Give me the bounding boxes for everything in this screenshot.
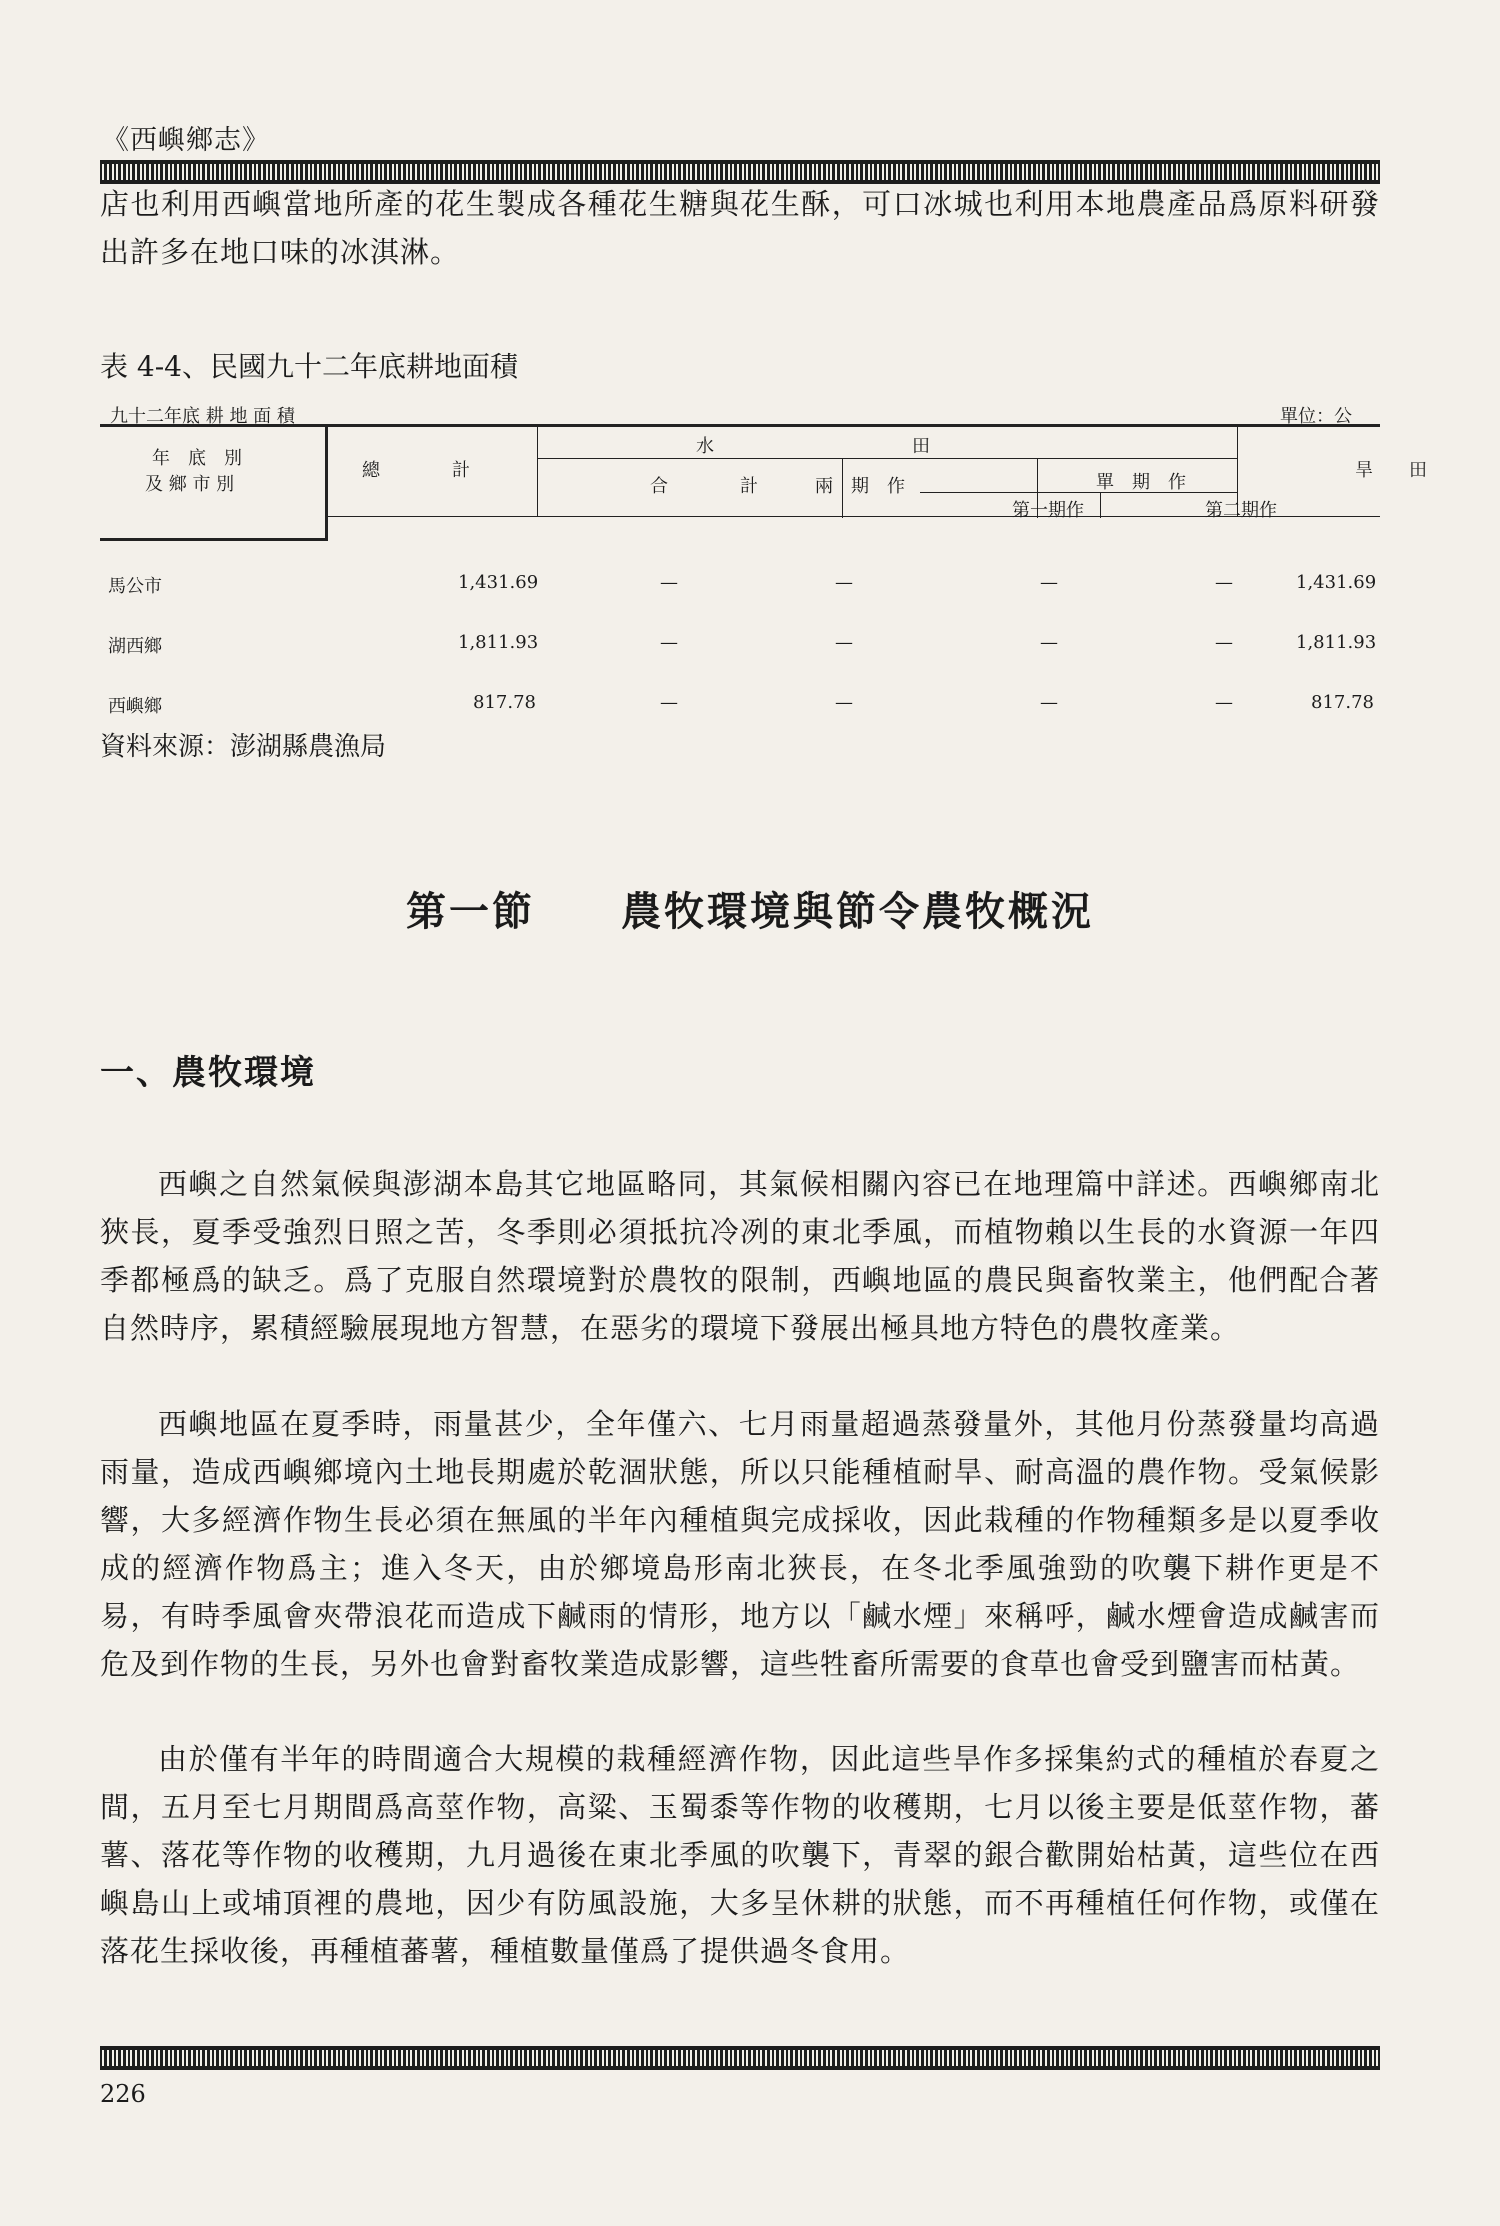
cell-dry: 1,811.93 [1296, 632, 1377, 653]
body-paragraph-2: 西嶼地區在夏季時，雨量甚少，全年僅六、七月雨量超過蒸發量外，其他月份蒸發量均高過雨量，造成西嶼鄉境內土地長期處於乾涸狀態，所以只能種植耐旱、耐高溫的農作物。受氣候影響，大多經濟作物生長必須在無風的半年內種植與完成採收，因此栽種的作物種類多是以夏季收成的經濟作物爲主；進入冬天，由於鄉境島形南北狹長，在冬北季風強勁的吹襲下耕作更是不易，有時季風會夾帶浪花而造成下鹹雨的情形，地方以「鹹水煙」來稱呼，鹹水煙會造成鹹害而危及到作物的生長，另外也會對畜牧業造成影響，這些牲畜所需要的食草也會受到鹽害而枯黃。 [100, 1407, 1380, 1681]
cell-subtotal: — [660, 632, 678, 653]
cell-second: — [1215, 692, 1233, 713]
cell-double: — [835, 692, 853, 713]
cell-total: 817.78 [473, 692, 536, 713]
page-number: 226 [100, 2080, 146, 2108]
table-caption: 表 4-4、民國九十二年底耕地面積 [100, 350, 518, 383]
section-title: 第一節 農牧環境與節令農牧概況 [406, 888, 1094, 935]
table-title: 九十二年底 耕 地 面 積 [110, 406, 295, 427]
cell-total: 1,431.69 [458, 572, 539, 593]
table-stub-divider [325, 427, 328, 541]
cell-total: 1,811.93 [458, 632, 539, 653]
farmland-table [100, 400, 1427, 718]
header-single-crop: 單 期 作 [1096, 472, 1186, 493]
intro-paragraph: 店也利用西嶼當地所產的花生製成各種花生糖與花生酥，可口冰城也利用本地農產品爲原料研發出許多在地口味的冰淇淋。 [100, 187, 1380, 269]
cell-first: — [1040, 692, 1058, 713]
table-header-rule-left [100, 538, 327, 541]
cell-first: — [1040, 572, 1058, 593]
row-name: 西嶼鄉 [108, 696, 162, 717]
table-col-divider-5 [1100, 492, 1101, 518]
decorative-border-bottom [100, 2046, 1380, 2070]
header-first-crop: 第一期作 [1012, 500, 1084, 521]
row-name: 馬公市 [108, 576, 162, 597]
body-paragraph-3: 由於僅有半年的時間適合大規模的栽種經濟作物，因此這些旱作多採集約式的種植於春夏之間，五月至七月期間爲高莖作物，高粱、玉蜀黍等作物的收穫期，七月以後主要是低莖作物，蕃薯、落花等作物的收穫期，九月過後在東北季風的吹襲下，青翠的銀合歡開始枯黃，這些位在西嶼島山上或埔頂裡的農地，因少有防風設施，大多呈休耕的狀態，而不再種植任何作物，或僅在落花生採收後，再種植蕃薯，種植數量僅爲了提供過冬食用。 [100, 1742, 1380, 1968]
sub-heading: 一、農牧環境 [100, 1053, 316, 1093]
table-paddy-rule [537, 458, 1237, 459]
row-name: 湖西鄉 [108, 636, 162, 657]
book-title: 《西嶼鄉志》 [102, 125, 270, 156]
cell-first: — [1040, 632, 1058, 653]
body-paragraph-1: 西嶼之自然氣候與澎湖本島其它地區略同，其氣候相關內容已在地理篇中詳述。西嶼鄉南北狹長，夏季受強烈日照之苦，冬季則必須抵抗冷冽的東北季風，而植物賴以生長的水資源一年四季都極爲的缺乏。爲了克服自然環境對於農牧的限制，西嶼地區的農民與畜牧業主，他們配合著自然時序，累積經驗展現地方智慧，在惡劣的環境下發展出極具地方特色的農牧產業。 [100, 1167, 1380, 1345]
row-header-year: 年 底 別 [152, 448, 242, 469]
table-col-divider-1 [537, 427, 538, 517]
cell-second: — [1215, 572, 1233, 593]
header-total: 總 計 [362, 460, 470, 481]
row-header-township: 及 鄉 市 別 [145, 474, 235, 495]
header-paddy-subtotal: 合 計 [650, 476, 758, 497]
cell-dry: 817.78 [1311, 692, 1374, 713]
cell-subtotal: — [660, 572, 678, 593]
header-paddy: 水 田 [696, 436, 930, 457]
cell-double: — [835, 572, 853, 593]
table-source: 資料來源：澎湖縣農漁局 [100, 732, 387, 762]
table-unit: 單位：公 [1280, 406, 1352, 427]
header-double-crop: 兩 期 作 [815, 476, 905, 497]
cell-second: — [1215, 632, 1233, 653]
header-second-crop: 第二期作 [1205, 500, 1277, 521]
table-single-crop-rule [920, 492, 1237, 493]
cell-double: — [835, 632, 853, 653]
cell-subtotal: — [660, 692, 678, 713]
cell-dry: 1,431.69 [1296, 572, 1377, 593]
header-dry-field: 旱 田 [1355, 460, 1427, 481]
